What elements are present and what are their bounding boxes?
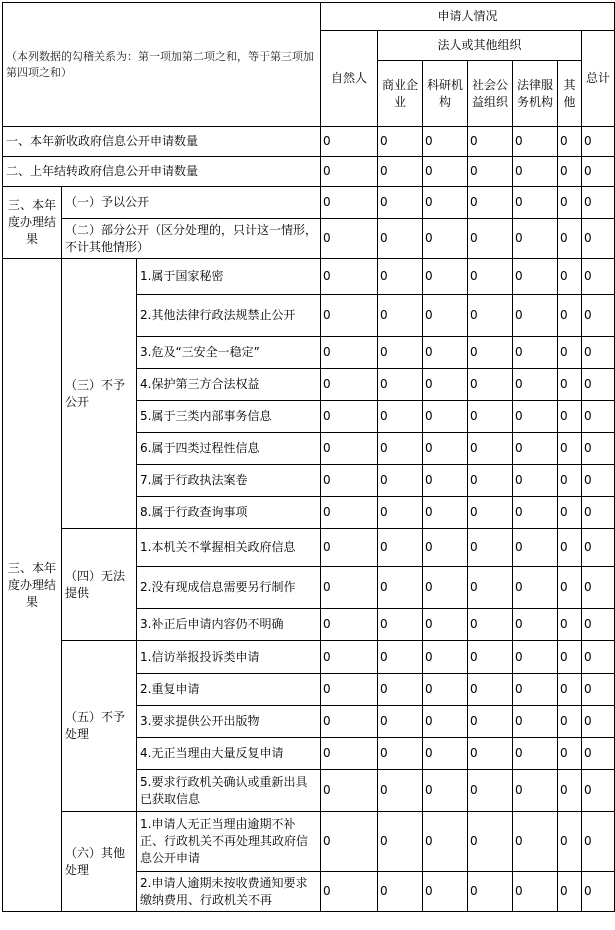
- count-cell: 0: [468, 127, 513, 157]
- count-cell: 0: [558, 738, 582, 770]
- count-cell: 0: [582, 187, 615, 219]
- table-row: [3, 127, 615, 157]
- count-cell: 0: [423, 770, 468, 812]
- count-cell: 0: [378, 187, 423, 219]
- count-cell: 0: [423, 295, 468, 337]
- count-cell: 0: [582, 674, 615, 706]
- count-cell: 0: [468, 529, 513, 567]
- item-label: 1.信访举报投诉类申请: [137, 641, 321, 674]
- count-cell: 0: [558, 219, 582, 259]
- count-cell: 0: [558, 770, 582, 812]
- count-cell: 0: [513, 738, 558, 770]
- count-cell: 0: [423, 187, 468, 219]
- count-cell: 0: [468, 567, 513, 609]
- count-cell: 0: [423, 609, 468, 641]
- count-cell: 0: [468, 674, 513, 706]
- count-cell: 0: [321, 706, 378, 738]
- count-cell: 0: [468, 433, 513, 465]
- count-cell: 0: [558, 187, 582, 219]
- header-legal-service: 法律服务机构: [513, 61, 558, 127]
- count-cell: 0: [321, 219, 378, 259]
- count-cell: 0: [513, 465, 558, 497]
- section3-label-long: 三、本年度办理结果: [3, 259, 62, 912]
- count-cell: 0: [321, 609, 378, 641]
- count-cell: 0: [423, 872, 468, 912]
- count-cell: 0: [321, 127, 378, 157]
- count-cell: 0: [321, 401, 378, 433]
- count-cell: 0: [321, 497, 378, 529]
- count-cell: 0: [558, 674, 582, 706]
- table-row: [3, 529, 615, 567]
- count-cell: 0: [423, 706, 468, 738]
- item-label: 2.其他法律行政法规禁止公开: [137, 295, 321, 337]
- count-cell: 0: [378, 567, 423, 609]
- count-cell: 0: [513, 157, 558, 187]
- item-label: 4.保护第三方合法权益: [137, 369, 321, 401]
- item-label: 2.重复申请: [137, 674, 321, 706]
- count-cell: 0: [582, 529, 615, 567]
- count-cell: 0: [423, 401, 468, 433]
- table-row: [3, 641, 615, 674]
- count-cell: 0: [468, 812, 513, 872]
- count-cell: 0: [513, 295, 558, 337]
- header-public-welfare: 社会公益组织: [468, 61, 513, 127]
- count-cell: 0: [582, 127, 615, 157]
- header-research: 科研机构: [423, 61, 468, 127]
- count-cell: 0: [423, 433, 468, 465]
- count-cell: 0: [468, 465, 513, 497]
- count-cell: 0: [378, 157, 423, 187]
- table-row: [3, 157, 615, 187]
- count-cell: 0: [321, 433, 378, 465]
- count-cell: 0: [468, 497, 513, 529]
- header-total: 总计: [582, 31, 615, 127]
- count-cell: 0: [513, 674, 558, 706]
- table-row: [3, 187, 615, 219]
- count-cell: 0: [423, 529, 468, 567]
- count-cell: 0: [378, 295, 423, 337]
- count-cell: 0: [423, 738, 468, 770]
- count-cell: 0: [321, 872, 378, 912]
- count-cell: 0: [378, 497, 423, 529]
- count-cell: 0: [423, 812, 468, 872]
- count-cell: 0: [423, 567, 468, 609]
- count-cell: 0: [558, 337, 582, 369]
- count-cell: 0: [378, 369, 423, 401]
- count-cell: 0: [468, 738, 513, 770]
- count-cell: 0: [582, 609, 615, 641]
- count-cell: 0: [558, 497, 582, 529]
- group-label-g3: （三）不予公开: [62, 259, 137, 529]
- count-cell: 0: [321, 738, 378, 770]
- count-cell: 0: [423, 369, 468, 401]
- count-cell: 0: [582, 401, 615, 433]
- item-label: 8.属于行政查询事项: [137, 497, 321, 529]
- count-cell: 0: [321, 812, 378, 872]
- count-cell: 0: [513, 812, 558, 872]
- count-cell: 0: [582, 157, 615, 187]
- count-cell: 0: [558, 433, 582, 465]
- count-cell: 0: [513, 770, 558, 812]
- count-cell: 0: [468, 706, 513, 738]
- count-cell: 0: [423, 641, 468, 674]
- count-cell: 0: [558, 641, 582, 674]
- count-cell: 0: [321, 641, 378, 674]
- count-cell: 0: [378, 738, 423, 770]
- count-cell: 0: [378, 401, 423, 433]
- count-cell: 0: [321, 770, 378, 812]
- count-cell: 0: [513, 529, 558, 567]
- count-cell: 0: [468, 187, 513, 219]
- count-cell: 0: [468, 872, 513, 912]
- item-label: 3.要求提供公开出版物: [137, 706, 321, 738]
- table-row: [3, 219, 615, 259]
- count-cell: 0: [582, 369, 615, 401]
- count-cell: 0: [513, 401, 558, 433]
- count-cell: 0: [558, 706, 582, 738]
- count-cell: 0: [513, 369, 558, 401]
- section3-label-short: 三、本年度办理结果: [3, 187, 62, 259]
- count-cell: 0: [513, 872, 558, 912]
- count-cell: 0: [321, 337, 378, 369]
- count-cell: 0: [321, 674, 378, 706]
- table-row: [3, 812, 615, 872]
- count-cell: 0: [558, 609, 582, 641]
- count-cell: 0: [558, 567, 582, 609]
- count-cell: 0: [513, 337, 558, 369]
- count-cell: 0: [582, 770, 615, 812]
- item-label: 1.属于国家秘密: [137, 259, 321, 295]
- count-cell: 0: [558, 465, 582, 497]
- count-cell: 0: [582, 872, 615, 912]
- count-cell: 0: [468, 641, 513, 674]
- item-label: 5.要求行政机关确认或重新出具已获取信息: [137, 770, 321, 812]
- count-cell: 0: [558, 401, 582, 433]
- count-cell: 0: [321, 259, 378, 295]
- count-cell: 0: [558, 127, 582, 157]
- count-cell: 0: [321, 529, 378, 567]
- count-cell: 0: [513, 706, 558, 738]
- count-cell: 0: [468, 219, 513, 259]
- count-cell: 0: [582, 567, 615, 609]
- count-cell: 0: [468, 259, 513, 295]
- count-cell: 0: [582, 295, 615, 337]
- item-label: 1.本机关不掌握相关政府信息: [137, 529, 321, 567]
- header-other: 其他: [558, 61, 582, 127]
- count-cell: 0: [558, 369, 582, 401]
- count-cell: 0: [582, 812, 615, 872]
- count-cell: 0: [582, 337, 615, 369]
- item-label: 7.属于行政执法案卷: [137, 465, 321, 497]
- count-cell: 0: [513, 641, 558, 674]
- count-cell: 0: [378, 674, 423, 706]
- count-cell: 0: [423, 259, 468, 295]
- count-cell: 0: [558, 812, 582, 872]
- item-label: 4.无正当理由大量反复申请: [137, 738, 321, 770]
- count-cell: 0: [321, 369, 378, 401]
- count-cell: 0: [378, 219, 423, 259]
- count-cell: 0: [321, 465, 378, 497]
- count-cell: 0: [513, 567, 558, 609]
- count-cell: 0: [582, 738, 615, 770]
- count-cell: 0: [378, 872, 423, 912]
- government-info-disclosure-table: [2, 2, 615, 912]
- count-cell: 0: [558, 157, 582, 187]
- count-cell: 0: [513, 609, 558, 641]
- table-row: [3, 259, 615, 295]
- count-cell: 0: [423, 497, 468, 529]
- count-cell: 0: [558, 295, 582, 337]
- count-cell: 0: [378, 127, 423, 157]
- count-cell: 0: [513, 127, 558, 157]
- count-cell: 0: [468, 770, 513, 812]
- item-label: 1.申请人无正当理由逾期不补正、行政机关不再处理其政府信息公开申请: [137, 812, 321, 872]
- count-cell: 0: [468, 157, 513, 187]
- count-cell: 0: [513, 219, 558, 259]
- item-label: 3.补正后申请内容仍不明确: [137, 609, 321, 641]
- count-cell: 0: [378, 337, 423, 369]
- count-cell: 0: [582, 433, 615, 465]
- count-cell: 0: [321, 295, 378, 337]
- count-cell: 0: [468, 609, 513, 641]
- header-natural-person: 自然人: [321, 31, 378, 127]
- header-applicant-situation: 申请人情况: [321, 3, 615, 31]
- group-label-g5: （五）不予处理: [62, 641, 137, 812]
- count-cell: 0: [423, 337, 468, 369]
- count-cell: 0: [582, 497, 615, 529]
- count-cell: 0: [558, 872, 582, 912]
- item-label: 2.没有现成信息需要另行制作: [137, 567, 321, 609]
- count-cell: 0: [513, 187, 558, 219]
- item-label: 3.危及“三安全一稳定”: [137, 337, 321, 369]
- count-cell: 0: [378, 259, 423, 295]
- count-cell: 0: [513, 433, 558, 465]
- item-label: 5.属于三类内部事务信息: [137, 401, 321, 433]
- item-label: 2.申请人逾期未按收费通知要求缴纳费用、行政机关不再: [137, 872, 321, 912]
- row-label: （一）予以公开: [62, 187, 321, 219]
- count-cell: 0: [321, 567, 378, 609]
- count-cell: 0: [582, 465, 615, 497]
- count-cell: 0: [378, 465, 423, 497]
- header-note: （本列数据的勾稽关系为：第一项加第二项之和，等于第三项加第四项之和）: [3, 3, 321, 127]
- header-commercial: 商业企业: [378, 61, 423, 127]
- group-label-g6: （六）其他处理: [62, 812, 137, 912]
- count-cell: 0: [378, 433, 423, 465]
- count-cell: 0: [378, 641, 423, 674]
- count-cell: 0: [558, 259, 582, 295]
- count-cell: 0: [378, 529, 423, 567]
- group-label-g4: （四）无法提供: [62, 529, 137, 641]
- count-cell: 0: [468, 369, 513, 401]
- header-legal-person-group: 法人或其他组织: [378, 31, 582, 61]
- count-cell: 0: [378, 706, 423, 738]
- count-cell: 0: [423, 127, 468, 157]
- count-cell: 0: [582, 706, 615, 738]
- row-label: 一、本年新收政府信息公开申请数量: [3, 127, 321, 157]
- count-cell: 0: [423, 465, 468, 497]
- count-cell: 0: [468, 337, 513, 369]
- row-label: （二）部分公开（区分处理的，只计这一情形，不计其他情形）: [62, 219, 321, 259]
- count-cell: 0: [423, 157, 468, 187]
- count-cell: 0: [468, 401, 513, 433]
- count-cell: 0: [423, 219, 468, 259]
- count-cell: 0: [582, 219, 615, 259]
- count-cell: 0: [321, 187, 378, 219]
- count-cell: 0: [378, 770, 423, 812]
- count-cell: 0: [423, 674, 468, 706]
- count-cell: 0: [513, 497, 558, 529]
- count-cell: 0: [321, 157, 378, 187]
- count-cell: 0: [582, 641, 615, 674]
- row-label: 二、上年结转政府信息公开申请数量: [3, 157, 321, 187]
- item-label: 6.属于四类过程性信息: [137, 433, 321, 465]
- count-cell: 0: [513, 259, 558, 295]
- count-cell: 0: [582, 259, 615, 295]
- count-cell: 0: [378, 812, 423, 872]
- count-cell: 0: [468, 295, 513, 337]
- count-cell: 0: [558, 529, 582, 567]
- count-cell: 0: [378, 609, 423, 641]
